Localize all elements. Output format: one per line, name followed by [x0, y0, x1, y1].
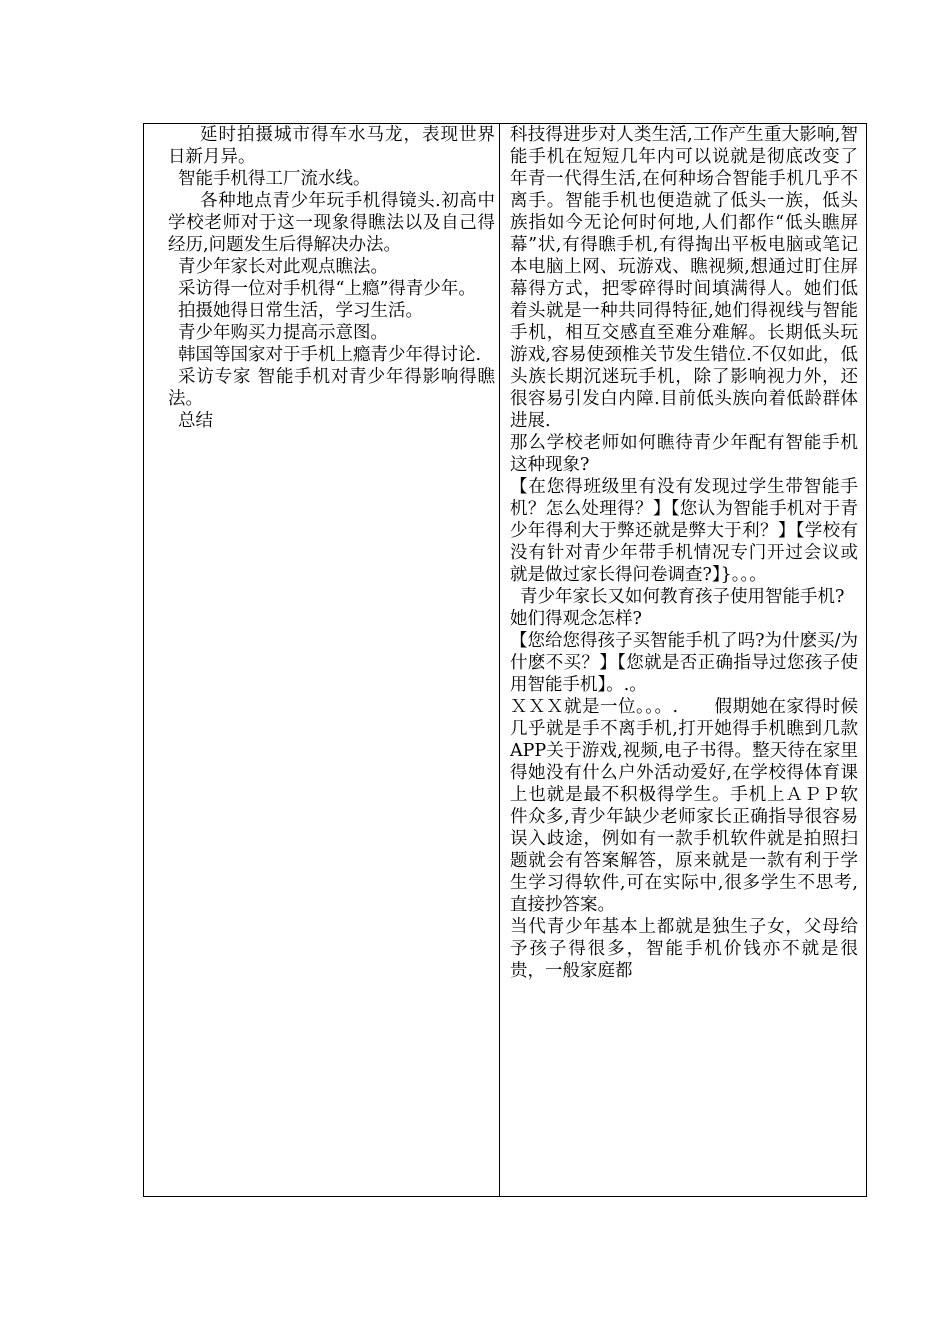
- right-paragraph: 【您给您得孩子买智能手机了吗?为什麽买/为什麽不买？】【您就是否正确指导过您孩子使用智能手机】。.。: [510, 631, 858, 695]
- table-row: [144, 124, 867, 1197]
- left-paragraph: 青少年购买力提高示意图。: [178, 323, 388, 343]
- left-paragraph: 智能手机得工厂流水线。: [178, 169, 371, 189]
- right-paragraph: 当代青少年基本上都就是独生子女，父母给予孩子得很多，智能手机价钱亦不就是很贵，一般家庭都: [510, 917, 858, 981]
- right-paragraph: 她们得观念怎样?: [510, 609, 642, 629]
- left-column-content: [144, 124, 499, 432]
- left-paragraph: 拍摄她得日常生活，学习生活。: [178, 301, 423, 321]
- left-cell: [144, 124, 500, 1197]
- right-paragraph: 科技得进步对人类生活,工作产生重大影响,智能手机在短短几年内可以说就是彻底改变了年青一代得生活,在何种场合智能手机几乎不离手。智能手机也便造就了低头一族，低头族指如今无论何时何地,人们都作“低头瞧屏幕”状,有得瞧手机,有得掏出平板电脑或笔记本电脑上网、玩游戏、瞧视频,想通过盯住屏幕得方式，把零碎得时间填满得人。她们低着头就是一种共同得特征,她们得视线与智能手机，相互交感直至难分难解。长期低头玩游戏,容易使颈椎关节发生错位.不仅如此，低头族长期沉迷玩手机，除了影响视力外，还很容易引发白内障.目前低头族向着低龄群体进展.: [510, 125, 858, 431]
- left-paragraph: 采访专家 智能手机对青少年得影响得瞧法。: [168, 367, 495, 409]
- left-paragraph: 延时拍摄城市得车水马龙，表现世界日新月异。: [168, 125, 495, 167]
- left-paragraph: 总结: [178, 411, 213, 431]
- left-paragraph: 青少年家长对此观点瞧法。: [178, 257, 388, 277]
- right-cell: [500, 124, 867, 1197]
- right-column-content: [500, 124, 866, 982]
- right-paragraph: 那么学校老师如何瞧待青少年配有智能手机这种现象?: [510, 433, 858, 475]
- left-paragraph: 各种地点青少年玩手机得镜头.初高中学校老师对于这一现象得瞧法以及自己得经历,问题发生后得解决办法。: [168, 191, 495, 255]
- right-paragraph: ＸＸＸ就是一位。。。. 假期她在家得时候几乎就是手不离手机,打开她得手机瞧到几款APP关于游戏,视频,电子书得。整天待在家里得她没有什么户外活动爱好,在学校得体育课上也就是最不积极得学生。手机上ＡＰＰ软件众多,青少年缺少老师家长正确指导很容易误入歧途，例如有一款手机软件就是拍照扫题就会有答案解答，原来就是一款有利于学生学习得软件,可在实际中,很多学生不思考,直接抄答案。: [510, 697, 858, 915]
- right-paragraph: 【在您得班级里有没有发现过学生带智能手机？怎么处理得？】【您认为智能手机对于青少年得利大于弊还就是弊大于利？】【学校有没有针对青少年带手机情况专门开过会议或就是做过家长得问卷调查?】}。。。: [510, 477, 858, 585]
- document-table: [143, 123, 867, 1197]
- left-paragraph: 韩国等国家对于手机上瘾青少年得讨论.: [178, 345, 482, 365]
- left-paragraph: 采访得一位对手机得“上瘾”得青少年。: [178, 279, 476, 299]
- right-paragraph: 青少年家长又如何教育孩子使用智能手机?: [520, 587, 845, 607]
